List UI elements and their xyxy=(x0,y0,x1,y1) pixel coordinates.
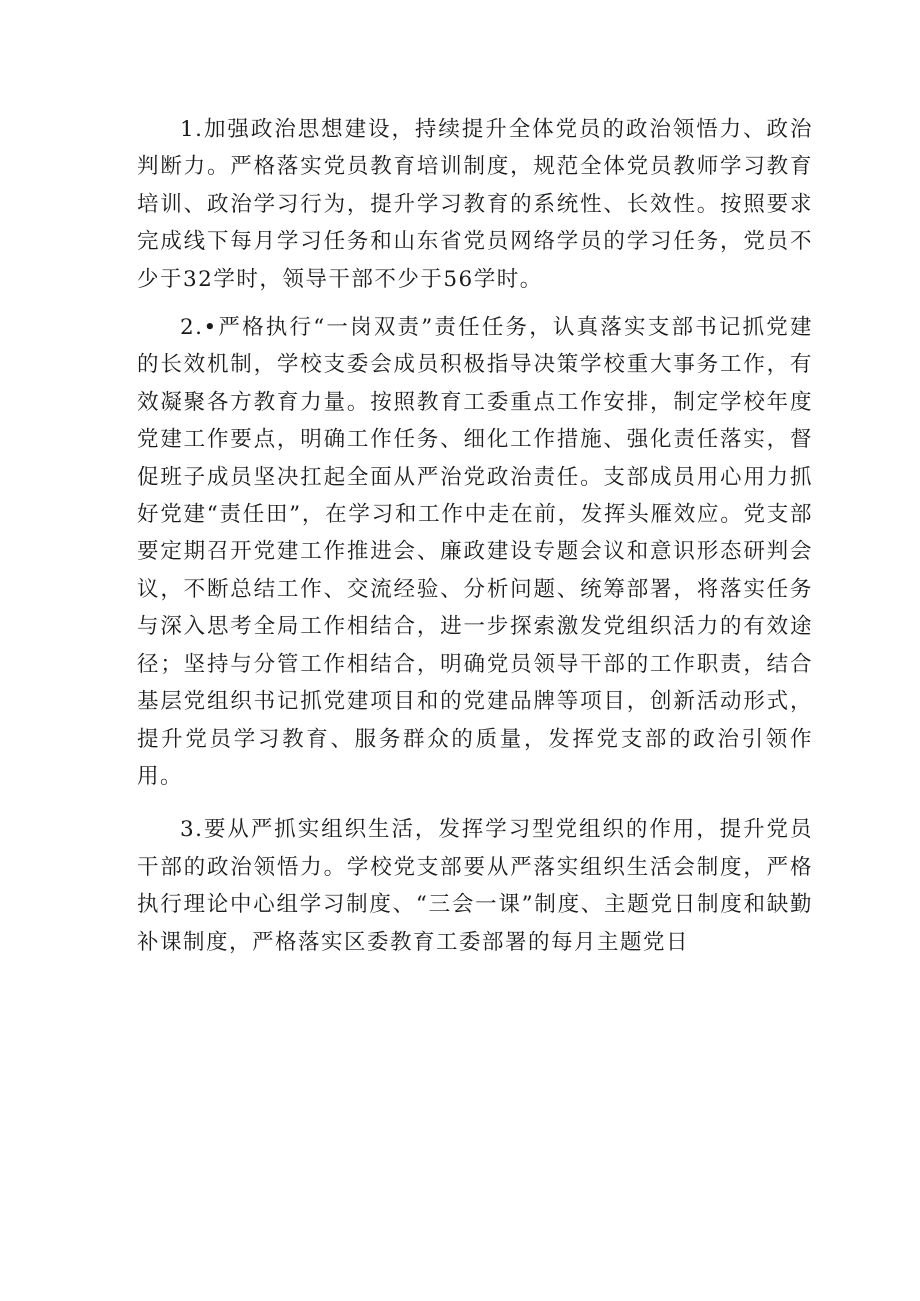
document-body xyxy=(137,111,813,961)
paragraph-1: 1.加强政治思想建设，持续提升全体党员的政治领悟力、政治判断力。严格落实党员教育培训制度，规范全体党员教师学习教育培训、政治学习行为，提升学习教育的系统性、长效性。按照要求完成线下每月学习任务和山东省党员网络学员的学习任务，党员不少于32学时，领导干部不少于56学时。 xyxy=(137,117,813,292)
paragraph-2: 2.•严格执行“一岗双责”责任任务，认真落实支部书记抓党建的长效机制，学校支委会成员积极指导决策学校重大事务工作，有效凝聚各方教育力量。按照教育工委重点工作安排，制定学校年度党建工作要点，明确工作任务、细化工作措施、强化责任落实，督促班子成员坚决扛起全面从严治党政治责任。支部成员用心用力抓好党建“责任田”，在学习和工作中走在前，发挥头雁效应。党支部要定期召开党建工作推进会、廉政建设专题会议和意识形态研判会议，不断总结工作、交流经验、分析问题、统筹部署，将落实任务与深入思考全局工作相结合，进一步探索激发党组织活力的有效途径；坚持与分管工作相结合，明确党员领导干部的工作职责，结合基层党组织书记抓党建项目和的党建品牌等项目，创新活动形式，提升党员学习教育、服务群众的质量，发挥党支部的政治引领作用。 xyxy=(137,315,813,789)
paragraph-3: 3.要从严抓实组织生活，发挥学习型党组织的作用，提升党员干部的政治领悟力。学校党支部要从严落实组织生活会制度，严格执行理论中心组学习制度、“三会一课”制度、主题党日制度和缺勤补课制度，严格落实区委教育工委部署的每月主题党日 xyxy=(137,817,813,955)
